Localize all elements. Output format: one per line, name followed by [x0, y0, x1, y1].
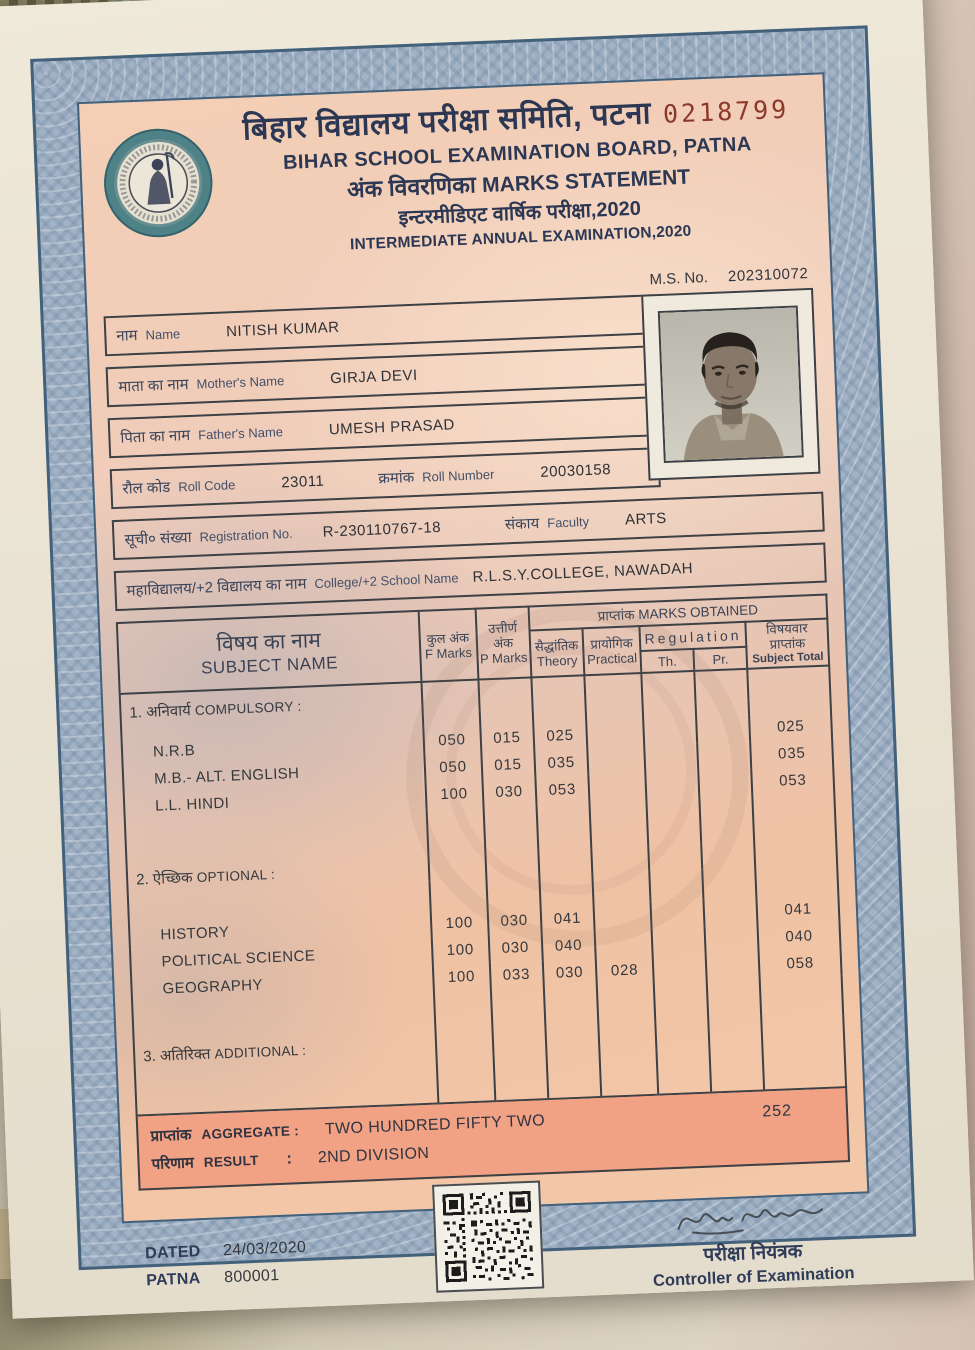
section1-title-english: COMPULSORY :	[194, 698, 302, 718]
header-theory-hindi: सैद्धांतिक	[534, 637, 579, 654]
p-marks: 030	[488, 933, 542, 962]
board-seal-icon	[98, 123, 219, 249]
aggregate-total: 252	[761, 1102, 793, 1121]
subject-name: L.L. HINDI	[154, 794, 230, 815]
section3-title-english: ADDITIONAL :	[214, 1042, 307, 1062]
section3-no: 3.	[142, 1047, 157, 1066]
name-value: NITISH KUMAR	[225, 318, 340, 340]
board-title-hindi-text: बिहार विद्यालय परीक्षा समिति, पटना	[241, 95, 652, 147]
f-marks: 100	[433, 962, 491, 991]
marks-table	[116, 594, 847, 1117]
certificate-header	[95, 87, 813, 291]
roll-code-label-english: Roll Code	[177, 476, 236, 494]
certificate-body	[77, 72, 869, 1291]
subject-name: HISTORY	[160, 923, 230, 944]
roll-row	[110, 447, 661, 509]
registration-label-english: Registration No.	[199, 525, 293, 545]
header-subject	[117, 611, 421, 694]
aggregate-words: TWO HUNDRED FIFTY TWO	[324, 1112, 546, 1139]
father-label-hindi: पिता का नाम	[120, 426, 191, 447]
name-label-hindi: नाम	[116, 326, 138, 345]
header-regulation: Regulation	[639, 622, 746, 651]
practical-marks: 028	[596, 956, 654, 985]
f-marks: 100	[425, 780, 483, 809]
theory-marks: 035	[534, 748, 588, 777]
subject-total: 058	[759, 948, 842, 978]
p-marks: 030	[487, 906, 541, 935]
board-title-english: BIHAR SCHOOL EXAMINATION BOARD, PATNA	[282, 133, 753, 174]
header-reg-pr: Pr.	[693, 647, 747, 671]
header-obtained-hindi: प्राप्तांक	[597, 607, 635, 624]
roll-number-value: 20030158	[539, 460, 612, 481]
header-total-hindi: विषयवार प्राप्तांक	[765, 620, 808, 652]
theory-marks: 030	[543, 958, 597, 987]
father-label-english: Father's Name	[197, 423, 284, 443]
subject-total: 041	[757, 894, 840, 924]
mother-name-row	[106, 345, 657, 407]
header-practical	[583, 626, 642, 675]
header-fmarks-hindi: कुल अंक	[426, 629, 470, 647]
subject-name: GEOGRAPHY	[162, 976, 264, 998]
subject-total: 040	[758, 921, 841, 951]
section1-no: 1.	[129, 704, 143, 722]
result-label-hindi: परिणाम	[151, 1154, 195, 1174]
header-fmarks	[418, 609, 478, 682]
ms-number-label: M.S. No.	[649, 269, 709, 289]
signatory-title-english: Controller of Examination	[652, 1263, 855, 1291]
header-practical-hindi: प्रायोगिक	[590, 634, 633, 652]
serial-number: 0218799	[662, 94, 790, 129]
mother-name-value: GIRJA DEVI	[329, 366, 418, 387]
mother-label-english: Mother's Name	[196, 372, 285, 392]
roll-number-label-english: Roll Number	[421, 466, 495, 485]
header-theory	[529, 628, 584, 677]
section3-title-hindi: अतिरिक्त	[159, 1045, 211, 1065]
header-subject-english: SUBJECT NAME	[200, 652, 339, 678]
faculty-label-hindi: संकाय	[504, 515, 540, 534]
doc-title-hindi: अंक विवरणिका	[346, 171, 477, 203]
ms-number-value: 202310072	[727, 265, 809, 286]
dated-label: DATED	[144, 1243, 201, 1263]
f-marks: 100	[430, 908, 488, 937]
name-label-english: Name	[145, 325, 181, 343]
header-pmarks	[475, 607, 531, 680]
theory-marks: 040	[541, 931, 595, 960]
result-colon: :	[286, 1150, 293, 1168]
place-label: PATNA	[145, 1270, 201, 1290]
p-marks: 015	[480, 723, 534, 752]
roll-code-label-hindi: रौल कोड	[122, 478, 171, 498]
result-label-english: RESULT	[203, 1152, 259, 1170]
faculty-label-english: Faculty	[546, 513, 590, 531]
theory-marks: 025	[533, 721, 587, 750]
p-marks: 033	[489, 960, 543, 989]
title-block	[223, 87, 813, 261]
date-place-block	[145, 1234, 308, 1294]
signature-icon	[672, 1193, 831, 1239]
father-name-row	[108, 396, 659, 458]
mother-label-hindi: माता का नाम	[118, 375, 189, 396]
qr-code	[432, 1181, 544, 1293]
roll-number-label-hindi: क्रमांक	[377, 468, 415, 488]
header-subject-total	[746, 619, 829, 669]
signatory-title-hindi: परीक्षा नियंत्रक	[703, 1241, 803, 1266]
exam-title-english: INTERMEDIATE ANNUAL EXAMINATION,2020	[349, 222, 692, 254]
faculty-value: ARTS	[624, 509, 668, 529]
header-subject-hindi: विषय का नाम	[216, 628, 322, 656]
p-marks: 015	[481, 750, 535, 779]
section2-no: 2.	[135, 870, 150, 889]
f-marks: 050	[424, 753, 482, 782]
result-value: 2ND DIVISION	[317, 1144, 430, 1167]
header-pmarks-english: P Marks	[479, 649, 528, 667]
header-fmarks-english: F Marks	[424, 644, 473, 662]
section2-title-english: OPTIONAL :	[196, 866, 276, 886]
student-photo	[658, 305, 804, 462]
aggregate-label-english: AGGREGATE :	[201, 1123, 300, 1143]
father-name-value: UMESH PRASAD	[328, 415, 456, 438]
theory-marks: 041	[540, 904, 594, 933]
registration-value: R-230110767-18	[322, 518, 442, 541]
header-pmarks-hindi: उत्तीर्ण अंक	[487, 619, 518, 651]
subject-total: 035	[750, 738, 833, 768]
f-marks: 050	[423, 726, 481, 755]
header-reg-th: Th.	[640, 649, 694, 673]
header-obtained-english: MARKS OBTAINED	[638, 602, 759, 623]
subject-name: M.B.- ALT. ENGLISH	[153, 764, 300, 788]
pin-value: 800001	[223, 1267, 280, 1287]
header-total-english: Subject Total	[752, 650, 824, 666]
subject-total: 053	[752, 765, 835, 795]
certificate-footer	[139, 1166, 856, 1344]
dated-value: 24/03/2020	[222, 1238, 307, 1260]
college-value: R.L.S.Y.COLLEGE, NAWADAH	[472, 559, 694, 586]
theory-marks: 053	[535, 775, 589, 804]
subject-total: 025	[749, 711, 832, 741]
signatory-block	[650, 1192, 855, 1292]
header-theory-english: Theory	[536, 652, 578, 669]
subject-name: N.R.B	[152, 742, 196, 761]
college-label-hindi: महाविद्यालय/+2 विद्यालय का नाम	[126, 575, 307, 600]
section2-title-hindi: ऐच्छिक	[152, 869, 193, 888]
college-label-english: College/+2 School Name	[314, 569, 459, 591]
registration-label-hindi: सूची० संख्या	[124, 528, 192, 549]
f-marks: 100	[432, 935, 490, 964]
aggregate-label-hindi: प्राप्तांक	[150, 1126, 192, 1146]
section1-title-hindi: अनिवार्य	[145, 702, 192, 721]
header-practical-english: Practical	[586, 649, 638, 667]
guilloche-border-frame	[30, 25, 916, 1291]
subject-name: POLITICAL SCIENCE	[161, 947, 316, 971]
roll-code-value: 23011	[280, 472, 325, 491]
exam-title-hindi: इन्टरमीडिएट वार्षिक परीक्षा,2020	[398, 197, 642, 230]
p-marks: 030	[482, 777, 536, 806]
doc-title-english: MARKS STATEMENT	[481, 165, 691, 198]
student-info-section	[104, 288, 827, 611]
student-photo-frame	[641, 288, 820, 481]
